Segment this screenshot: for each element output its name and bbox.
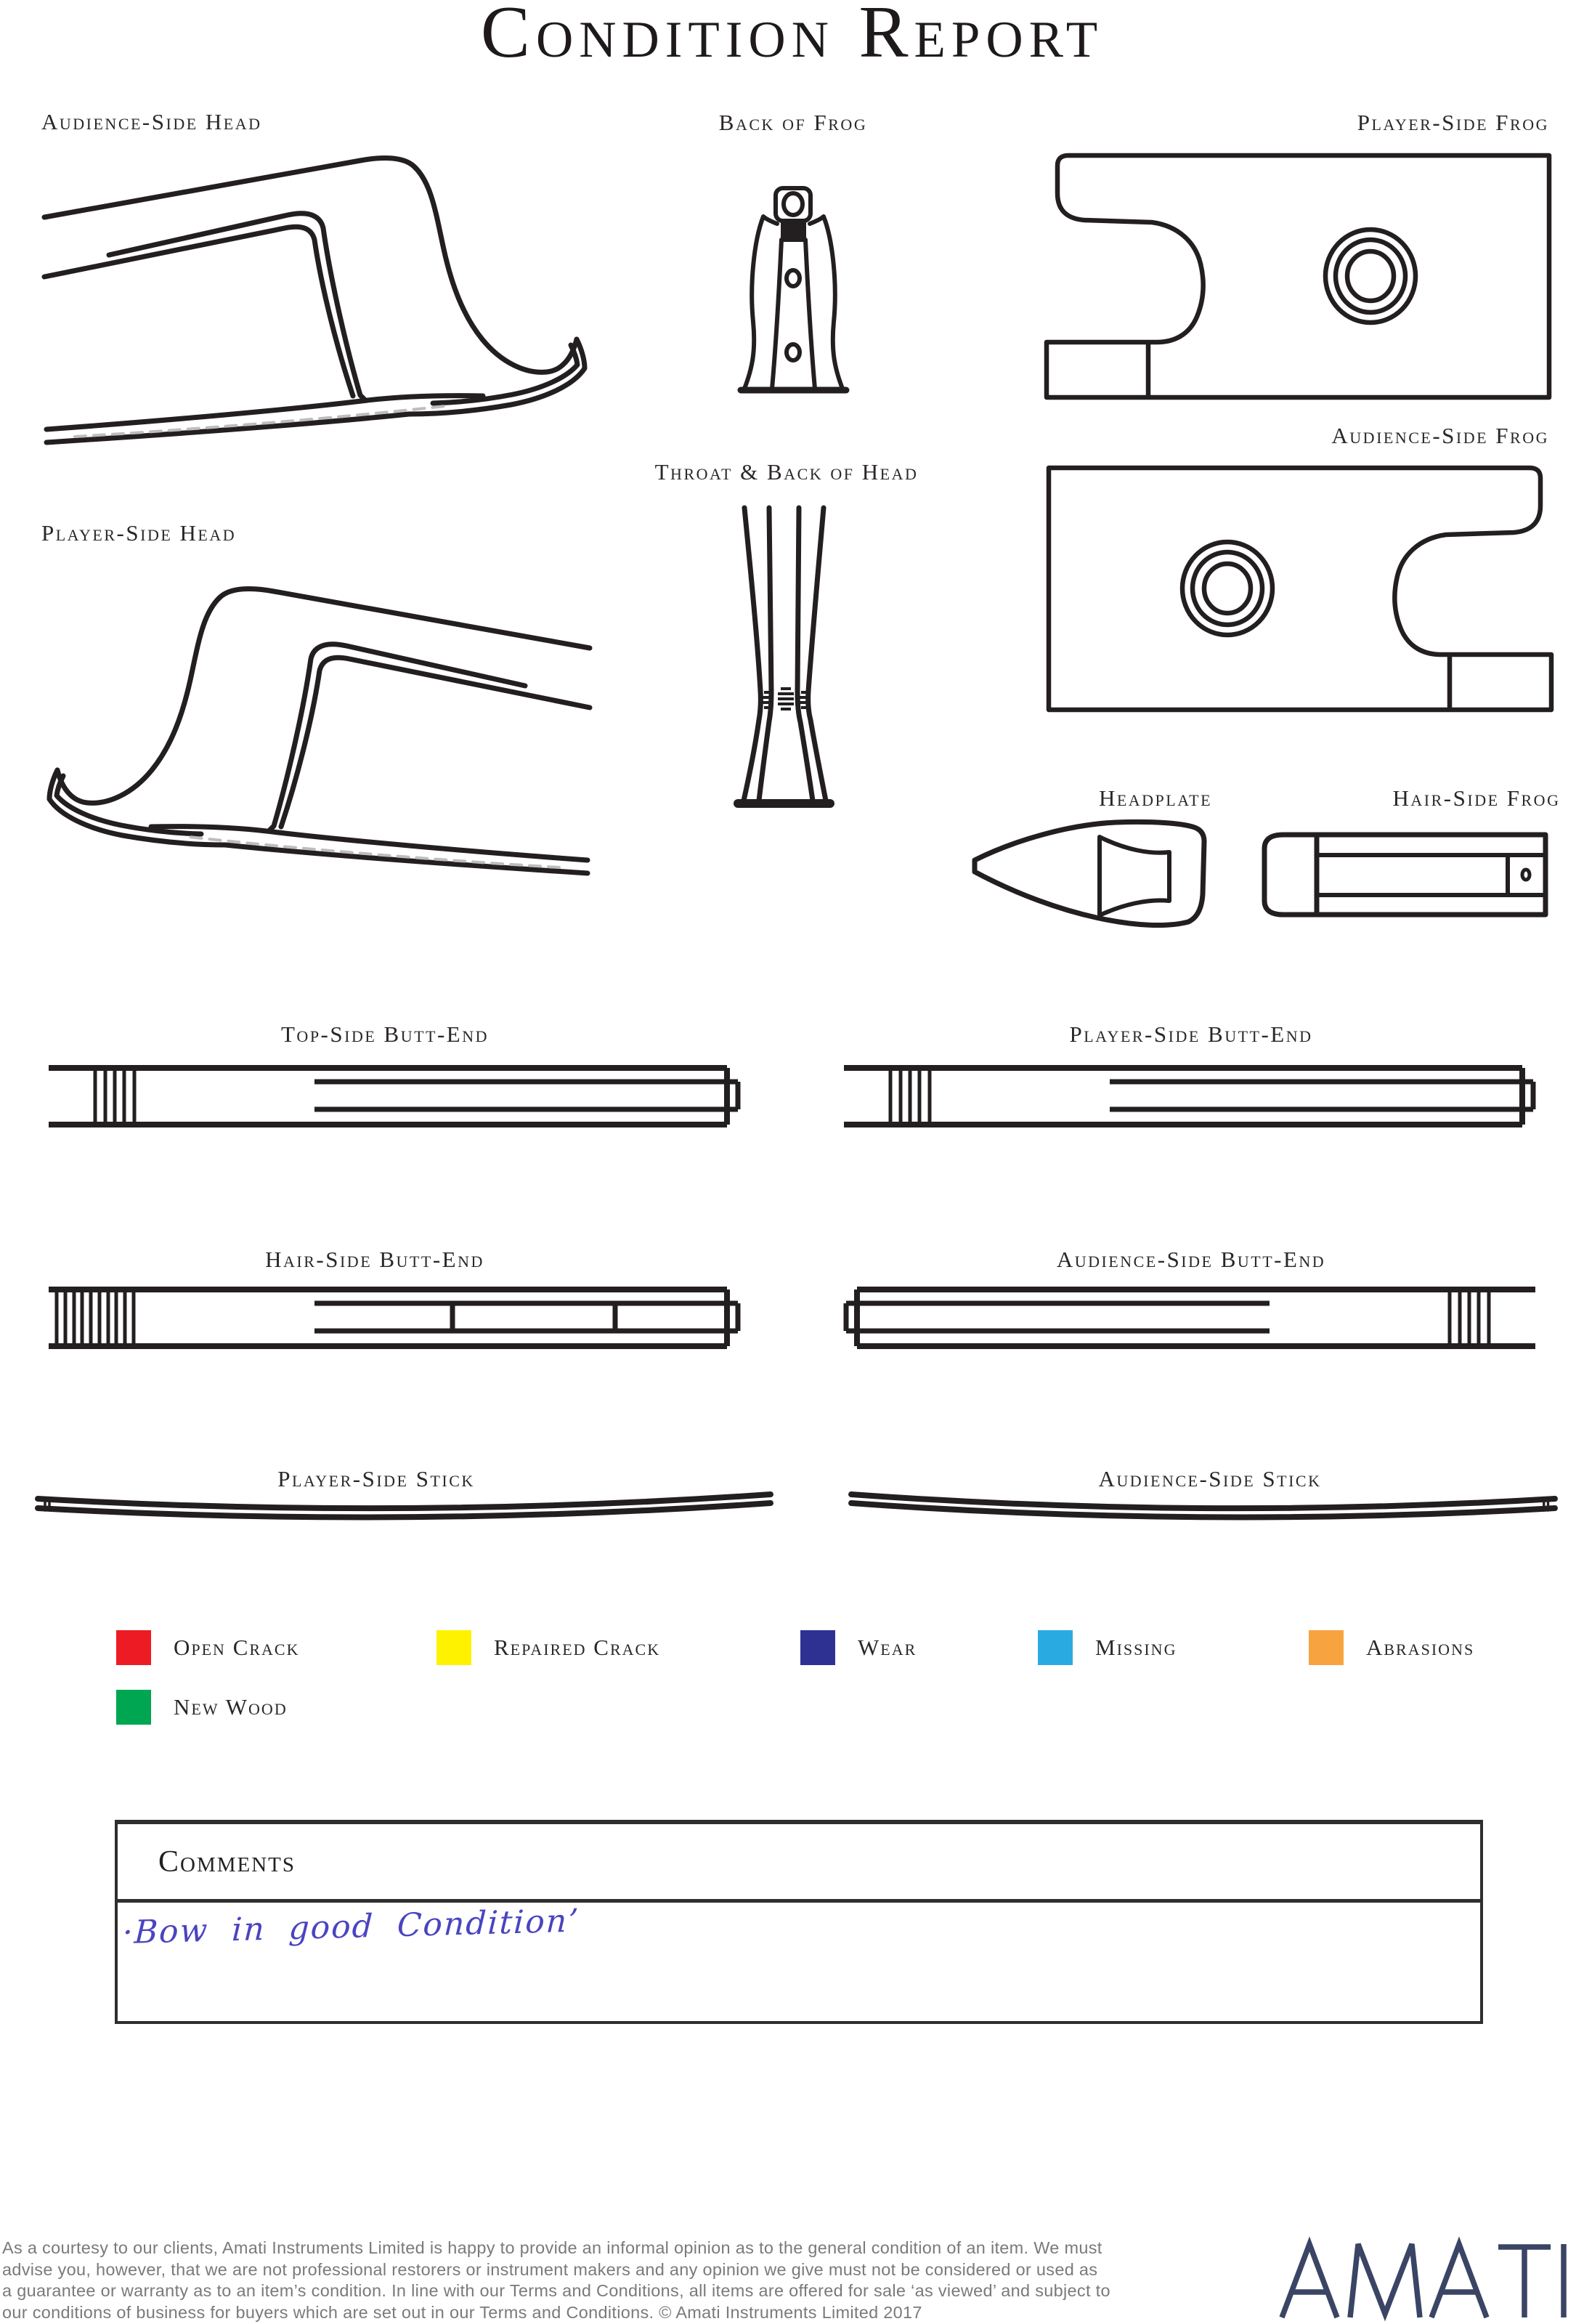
open-crack-swatch [116,1630,151,1665]
hair-side-frog-drawing [1262,833,1548,917]
player-side-stick-drawing [36,1492,773,1526]
throat-back-of-head-drawing [735,506,833,811]
label-audience-side-stick: Audience-Side Stick [1098,1466,1322,1491]
label-audience-side-butt-end: Audience-Side Butt-End [1056,1247,1326,1272]
comments-box [115,1820,1483,2024]
audience-side-stick-drawing [849,1492,1557,1526]
hair-side-butt-end-drawing [49,1287,740,1349]
page-title: Condition Report [480,0,1104,73]
disclaimer-line: As a courtesy to our clients, Amati Instruments Limited is happy to provide an informal opinion as to the general condition of an item. We must [2,2238,1102,2257]
legend-item-repaired-crack [436,1630,660,1665]
legend-label: Wear [858,1635,917,1660]
legend-label: Open Crack [174,1635,300,1660]
label-player-side-head: Player-Side Head [41,520,237,546]
amati-logo [1280,2243,1567,2319]
wear-swatch [800,1630,835,1665]
disclaimer-line: advise you, however, that we are not professional restorers or instrument makers and any opinion we give must not be considered or used as [2,2259,1098,2279]
legend-item-abrasions [1309,1630,1474,1665]
label-throat-back-of-head: Throat & Back of Head [654,459,919,485]
comments-header [118,1824,1480,1903]
player-side-head-drawing [40,586,592,891]
label-headplate: Headplate [1098,785,1213,811]
top-side-butt-end-drawing [49,1065,740,1127]
missing-swatch [1038,1630,1073,1665]
player-side-frog-drawing [1047,153,1551,400]
disclaimer-line: a guarantee or warranty as to an item’s condition. In line with our Terms and Conditions, all items are offered for sale ‘as viewed’ and subject to [2,2281,1110,2301]
label-back-of-frog: Back of Frog [718,110,868,135]
disclaimer-text [2,2238,1110,2323]
disclaimer-line: our conditions of business for buyers which are set out in our Terms and Conditions. © Amati Instruments Limited 2017 [2,2302,922,2322]
amati-logo-graphic [1280,2243,1567,2319]
legend-item-new-wood [116,1690,288,1725]
comments-body [118,1903,1480,1951]
label-player-side-butt-end: Player-Side Butt-End [1069,1021,1313,1047]
label-player-side-frog: Player-Side Frog [1357,110,1549,135]
player-side-butt-end-drawing [844,1065,1535,1127]
headplate-drawing [972,818,1208,936]
label-audience-side-frog: Audience-Side Frog [1331,423,1549,448]
audience-side-frog-drawing [1047,465,1551,712]
back-of-frog-drawing [739,184,848,394]
label-hair-side-butt-end: Hair-Side Butt-End [265,1247,484,1272]
legend-label: Abrasions [1366,1635,1475,1660]
legend-item-open-crack [116,1630,300,1665]
label-hair-side-frog: Hair-Side Frog [1392,785,1561,811]
comments-heading: Comments [158,1845,296,1879]
handwritten-note: ·Bow in good Condition’ [121,1902,581,1952]
abrasions-swatch [1309,1630,1344,1665]
label-top-side-butt-end: Top-Side Butt-End [280,1021,490,1047]
legend-item-wear [800,1630,917,1665]
legend-label: New Wood [174,1694,288,1720]
label-player-side-stick: Player-Side Stick [277,1466,475,1491]
repaired-crack-swatch [436,1630,471,1665]
audience-side-butt-end-drawing [844,1287,1535,1349]
new-wood-swatch [116,1690,151,1725]
label-audience-side-head: Audience-Side Head [41,109,262,134]
legend-label: Missing [1095,1635,1177,1660]
audience-side-head-drawing [42,155,594,460]
legend-item-missing [1038,1630,1177,1665]
legend-label: Repaired Crack [494,1635,661,1660]
